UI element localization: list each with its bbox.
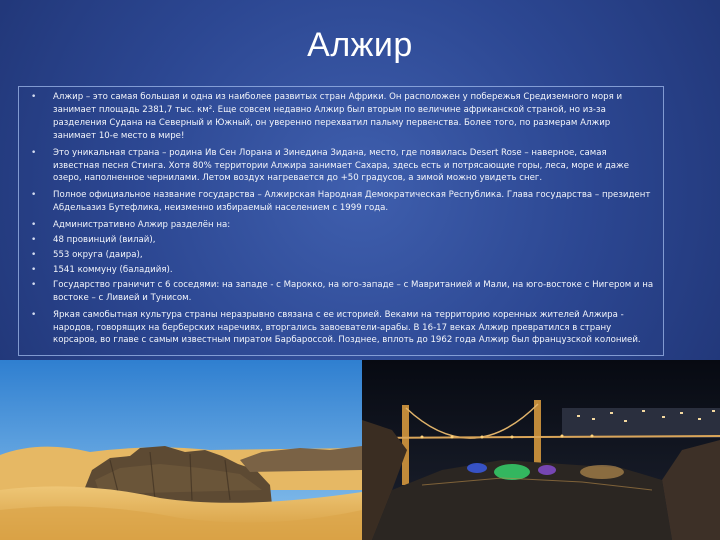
desert-photo [0, 360, 362, 540]
bullet-text: Это уникальная страна – родина Ив Сен Лорана и Зинедина Зидана, место, где появилась Desert Rose – наверное, самая известная песня Стинга. Хотя 80% территории Алжира занимает Сахара, здесь есть и потрясающие горы, леса, море и даже озеро, наполненное чернилами. Летом воздух нагревается до +50 градусов, а зимой можно увидеть снег. [53, 147, 630, 184]
bullet-item [19, 234, 655, 247]
slide-title: Алжир [307, 26, 413, 64]
bullet-icon: • [31, 264, 37, 275]
bullet-icon: • [31, 309, 37, 320]
bullet-icon: • [31, 235, 37, 246]
bullet-item [19, 147, 655, 186]
bullet-text: Алжир – это самая большая и одна из наиболее развитых стран Африки. Он расположен у побережья Средиземного моря и занимает площадь 2381,7 тыс. км². Еще совсем недавно Алжир был вторым по величине африканской страной, но из-за разделения Судана на Северный и Южный, он уверенно перехватил пальму первенства. Более того, по размерам Алжир занимает 10-е место в мире! [53, 92, 623, 141]
bullet-item [19, 249, 655, 262]
bullet-icon: • [31, 220, 37, 231]
bullet-icon: • [31, 249, 37, 260]
bullet-item [19, 264, 655, 277]
bullet-text: 553 округа (даира), [53, 249, 143, 260]
bullet-text: Административно Алжир разделён на: [53, 220, 231, 231]
bullet-text: 48 провинций (вилай), [53, 235, 156, 246]
bullet-item [19, 91, 655, 143]
bullet-text: Яркая самобытная культура страны неразрывно связана с ее историей. Веками на территорию коренных жителей Алжира - народов, говорящих на берберских наречиях, вторгались завоеватели-арабы. В 16-17 веках Алжир превратился в страну корсаров, во главе с самым известным пиратом Барбароссой. Позднее, вплоть до 1962 года Алжир был французской колонией. [53, 309, 641, 346]
bullet-item [19, 309, 655, 348]
bullet-icon: • [31, 190, 37, 201]
bullet-icon: • [31, 92, 37, 102]
night-city-bridge-photo [362, 360, 720, 540]
bullet-item [19, 279, 655, 305]
bullet-list [19, 87, 663, 347]
content-box [18, 86, 664, 356]
bullet-item [19, 219, 655, 232]
bullet-icon: • [31, 147, 37, 158]
bullet-icon: • [31, 279, 37, 290]
bullet-text: Полное официальное название государства – Алжирская Народная Демократическая Республика. Глава государства – президент Абдельазиз Бутефлика, неизменно избираемый населением с 1999 года. [53, 190, 651, 214]
bullet-item [19, 189, 655, 215]
bullet-text: 1541 коммуну (баладийя). [53, 264, 173, 275]
bullet-text: Государство граничит с 6 соседями: на западе - с Марокко, на юго-западе – с Мавританией и Мали, на юго-востоке с Нигером и на востоке – с Ливией и Тунисом. [53, 279, 654, 303]
